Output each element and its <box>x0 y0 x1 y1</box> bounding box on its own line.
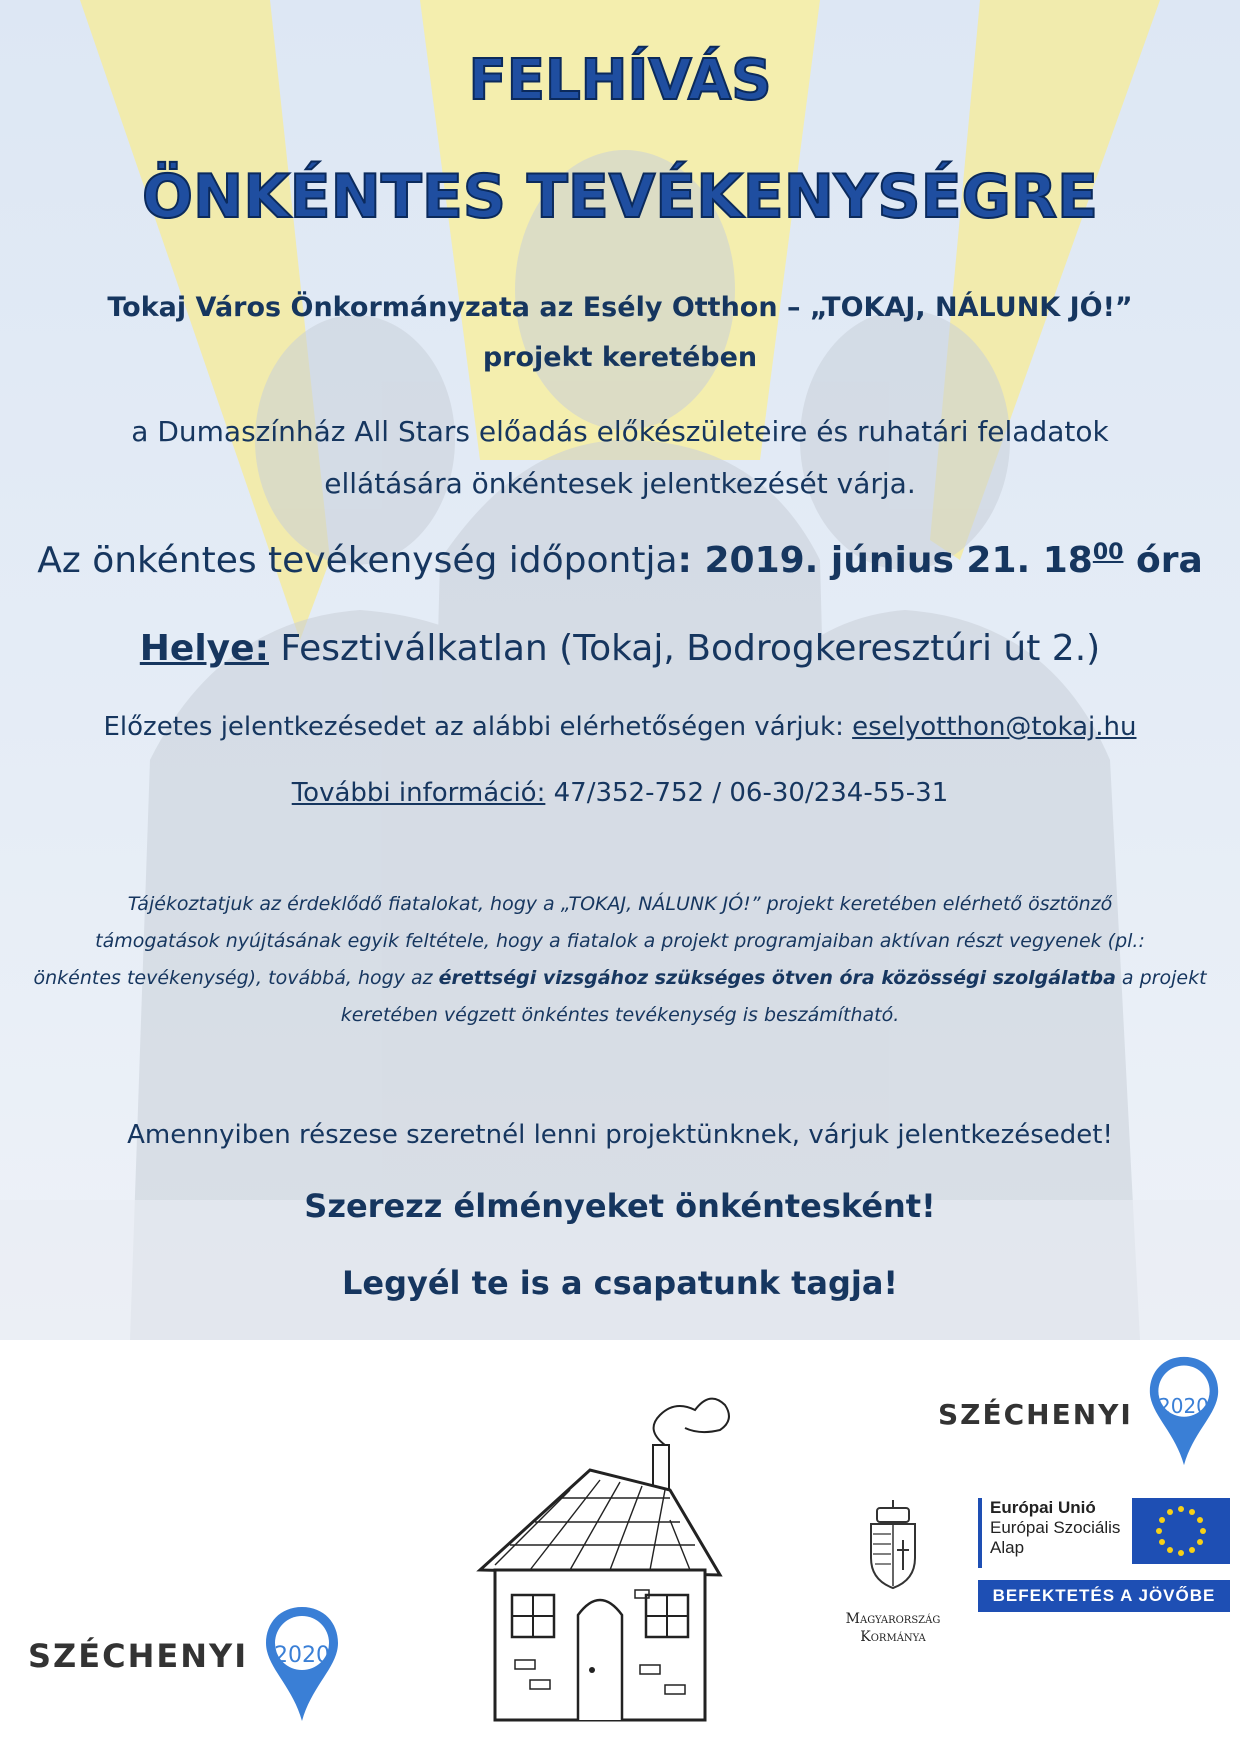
eu-logo <box>972 1498 1234 1748</box>
szechenyi-logo-left <box>28 1605 348 1725</box>
eu-line-1: Európai Unió <box>990 1498 1096 1517</box>
time-line <box>0 540 1240 581</box>
apply-line <box>0 712 1240 742</box>
szechenyi-word-right: SZÉCHENYI <box>938 1398 1133 1431</box>
place-value: Fesztiválkatlan (Tokaj, Bodrogkeresztúri út 2.) <box>268 628 1101 669</box>
eu-flag-icon <box>1132 1498 1230 1564</box>
main-title: FELHÍVÁS <box>468 48 772 113</box>
szechenyi-year-right: 2020 <box>1158 1394 1209 1418</box>
eu-banner <box>978 1580 1230 1612</box>
szechenyi-year-left: 2020 <box>274 1643 330 1668</box>
government-logo <box>828 1500 958 1740</box>
closing-line-1: Amennyiben részese szeretnél lenni projektünknek, várjuk jelentkezésedet! <box>127 1120 1113 1150</box>
notice-line-3 <box>0 967 1240 989</box>
time-unit: óra <box>1123 540 1203 581</box>
footer-logos <box>0 1340 1240 1754</box>
main-subtitle: ÖNKÉNTES TEVÉKENYSÉGRE <box>141 162 1099 232</box>
place-line <box>0 628 1240 669</box>
task-line-2: ellátására önkéntesek jelentkezését várja. <box>324 467 916 500</box>
gov-line-1: Magyarország <box>845 1611 941 1627</box>
place-label: Helye: <box>139 628 269 669</box>
info-phones: 47/352-752 / 06-30/234-55-31 <box>545 778 949 808</box>
notice-line-3c: a projekt <box>1115 967 1207 989</box>
info-label: További információ: <box>291 778 546 808</box>
szechenyi-word-left: SZÉCHENYI <box>28 1637 249 1675</box>
eu-line-3: Alap <box>990 1538 1025 1557</box>
time-label: Az önkéntes tevékenység időpontja <box>37 540 678 581</box>
notice-line-4: keretében végzett önkéntes tevékenység is beszámítható. <box>340 1004 900 1026</box>
szechenyi-logo-right <box>938 1350 1238 1470</box>
info-line <box>0 778 1240 808</box>
notice-line-3b: érettségi vizsgához szükséges ötven óra közösségi szolgálatba <box>438 967 1116 989</box>
eu-line-2: Európai Szociális <box>990 1518 1121 1537</box>
task-line-1: a Dumaszínház All Stars előadás előkészületeire és ruhatári feladatok <box>131 415 1109 448</box>
intro-line-2: projekt keretében <box>482 342 758 373</box>
intro-line-1: Tokaj Város Önkormányzata az Esély Otthon – „TOKAJ, NÁLUNK JÓ!” <box>107 292 1133 323</box>
notice-line-1: Tájékoztatjuk az érdeklődő fiatalokat, hogy a „TOKAJ, NÁLUNK JÓ!” projekt keretében elérhető ösztönző <box>127 893 1113 915</box>
time-colon: : <box>677 540 692 581</box>
closing-line-2: Szerezz élményeket önkéntesként! <box>304 1187 936 1225</box>
apply-text: Előzetes jelentkezésedet az alábbi elérhetőségen várjuk: <box>103 712 853 742</box>
email-link[interactable]: eselyotthon@tokaj.hu <box>852 712 1137 742</box>
time-minutes: 00 <box>1092 540 1124 565</box>
coat-of-arms-icon <box>863 1500 923 1590</box>
closing-line-3: Legyél te is a csapatunk tagja! <box>341 1264 899 1302</box>
gov-line-2: Kormánya <box>860 1629 926 1645</box>
notice-line-2: támogatások nyújtásának egyik feltétele, hogy a fiatalok a projekt programjaiban aktívan részt vegyenek (pl.: <box>95 930 1145 952</box>
notice-line-3a: önkéntes tevékenység), továbbá, hogy az <box>33 967 439 989</box>
house-drawing <box>470 1370 740 1730</box>
time-date: 2019. június 21. 18 <box>691 540 1093 581</box>
eu-banner-text: BEFEKTETÉS A JÖVŐBE <box>992 1586 1216 1605</box>
